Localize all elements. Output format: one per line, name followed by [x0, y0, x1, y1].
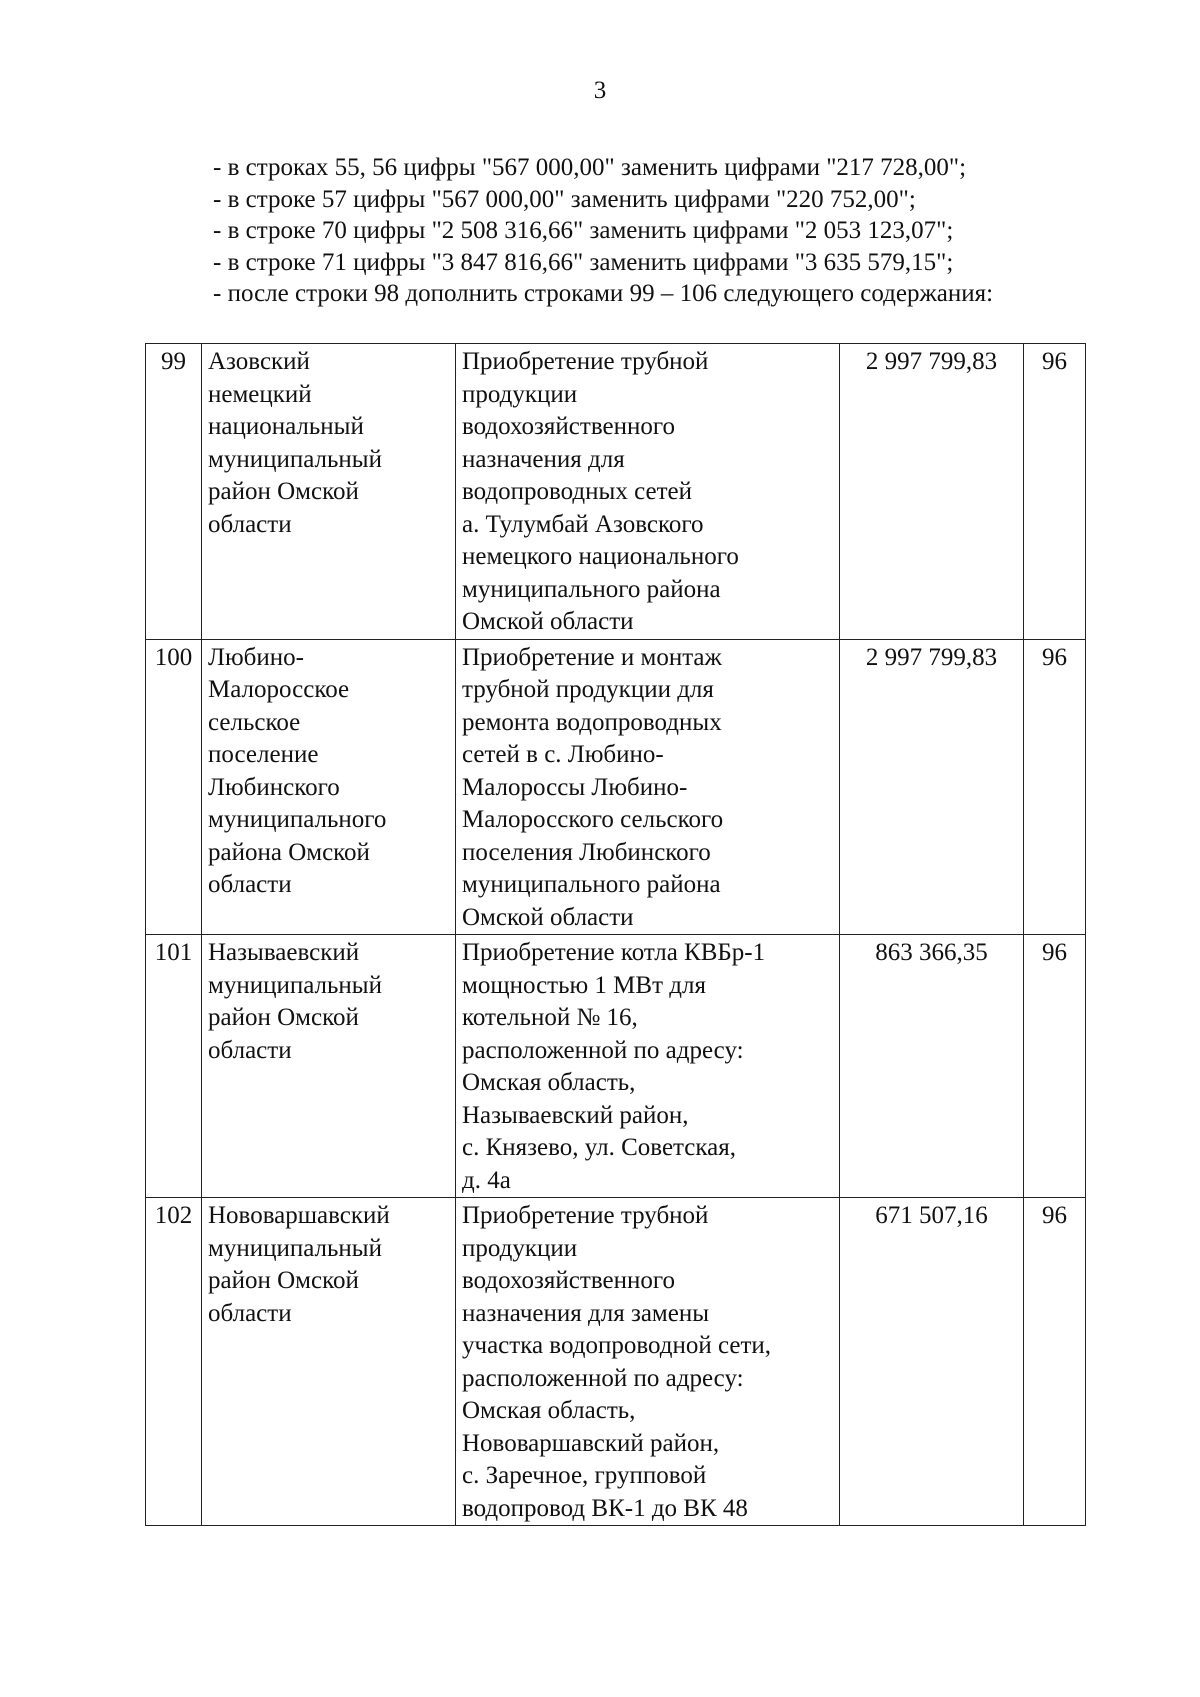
- code-cell: 96: [1024, 1198, 1086, 1526]
- amendment-line: - в строке 71 цифры "3 847 816,66" заменить цифрами "3 635 579,15";: [213, 248, 954, 276]
- description-cell: [456, 935, 840, 1198]
- description-line: ремонта водопроводных: [462, 708, 722, 736]
- municipality-line: сельское: [208, 708, 301, 736]
- municipality-line: район Омской: [208, 1267, 359, 1294]
- description-line: с. Заречное, групповой: [462, 1462, 707, 1489]
- description-line: назначения для: [462, 445, 625, 473]
- municipality-line: национальный: [208, 413, 364, 440]
- municipality-line: муниципальный: [208, 971, 382, 999]
- description-line: Приобретение и монтаж: [462, 643, 722, 671]
- description-line: Приобретение котла КВБр-1: [462, 939, 766, 966]
- municipality-line: района Омской: [208, 838, 370, 866]
- description-line: а. Тулумбай Азовского: [462, 510, 704, 538]
- description-line: участка водопроводной сети,: [462, 1332, 772, 1359]
- municipality-cell: [202, 935, 456, 1198]
- row-number-cell: 102: [146, 1198, 202, 1526]
- description-line: с. Князево, ул. Советская,: [462, 1134, 736, 1161]
- amount-cell: 671 507,16: [840, 1198, 1024, 1526]
- description-cell: [456, 1198, 840, 1526]
- description-line: поселения Любинского: [462, 838, 711, 866]
- amount-cell: 863 366,35: [840, 935, 1024, 1198]
- description-line: водохозяйственного: [462, 1267, 675, 1294]
- municipality-line: немецкий: [208, 380, 312, 408]
- amendment-line: - после строки 98 дополнить строками 99 – 106 следующего содержания:: [213, 280, 994, 307]
- municipality-line: Малоросское: [208, 676, 350, 703]
- description-line: продукции: [462, 1234, 578, 1262]
- description-line: Омской области: [462, 608, 634, 635]
- description-line: Нововаршавский район,: [462, 1429, 720, 1457]
- row-number-cell: 101: [146, 935, 202, 1198]
- description-line: трубной продукции для: [462, 676, 714, 703]
- table-row: [146, 344, 1086, 640]
- municipality-line: области: [208, 1036, 292, 1064]
- municipality-line: области: [208, 510, 292, 538]
- description-line: немецкого национального: [462, 543, 739, 570]
- page-number: 3: [593, 77, 607, 104]
- amendment-line: - в строках 55, 56 цифры "567 000,00" заменить цифрами "217 728,00";: [213, 154, 967, 181]
- description-line: котельной № 16,: [462, 1004, 638, 1031]
- municipality-cell: [202, 1198, 456, 1526]
- description-line: расположенной по адресу:: [462, 1364, 744, 1392]
- description-line: назначения для замены: [462, 1299, 710, 1327]
- municipality-line: области: [208, 1299, 292, 1327]
- description-line: водопровод ВК-1 до ВК 48: [462, 1494, 748, 1522]
- table-row: [146, 639, 1086, 935]
- municipality-line: поселение: [208, 741, 319, 768]
- description-line: Омской области: [462, 903, 634, 931]
- description-line: мощностью 1 МВт для: [462, 971, 706, 999]
- row-number-cell: 100: [146, 639, 202, 935]
- description-line: Малороссы Любино-: [462, 773, 688, 801]
- table-row: [146, 1198, 1086, 1526]
- municipality-cell: [202, 344, 456, 640]
- municipality-line: муниципального: [208, 806, 387, 833]
- municipality-line: области: [208, 871, 292, 898]
- description-line: Малоросского сельского: [462, 806, 724, 833]
- description-line: Приобретение трубной: [462, 1202, 709, 1229]
- description-line: муниципального района: [462, 575, 721, 603]
- description-line: Называевский район,: [462, 1101, 689, 1129]
- amendment-line: - в строке 70 цифры "2 508 316,66" заменить цифрами "2 053 123,07";: [213, 217, 954, 244]
- description-line: водопроводных сетей: [462, 478, 692, 505]
- description-line: Омская область,: [462, 1397, 636, 1424]
- description-cell: [456, 639, 840, 935]
- code-cell: 96: [1024, 639, 1086, 935]
- municipality-line: Нововаршавский: [208, 1202, 390, 1229]
- amount-cell: 2 997 799,83: [840, 344, 1024, 640]
- table-row: [146, 935, 1086, 1198]
- amendment-list: [213, 152, 1113, 310]
- municipality-line: район Омской: [208, 478, 359, 505]
- code-cell: 96: [1024, 344, 1086, 640]
- municipality-line: Называевский: [208, 939, 360, 966]
- municipality-line: муниципальный: [208, 445, 382, 473]
- description-line: д. 4а: [462, 1166, 511, 1194]
- description-line: Омская область,: [462, 1069, 636, 1096]
- description-line: водохозяйственного: [462, 413, 675, 440]
- subsidy-table: [145, 343, 1086, 1526]
- amendment-line: - в строке 57 цифры "567 000,00" заменить цифрами "220 752,00";: [213, 185, 916, 213]
- row-number-cell: 99: [146, 344, 202, 640]
- description-line: Приобретение трубной: [462, 348, 709, 375]
- code-cell: 96: [1024, 935, 1086, 1198]
- description-line: сетей в с. Любино-: [462, 741, 664, 768]
- description-line: муниципального района: [462, 871, 721, 898]
- municipality-cell: [202, 639, 456, 935]
- municipality-line: Азовский: [208, 348, 310, 375]
- municipality-line: Любинского: [208, 773, 340, 801]
- municipality-line: муниципальный: [208, 1234, 382, 1262]
- description-line: расположенной по адресу:: [462, 1036, 744, 1064]
- table-body: [146, 344, 1086, 1526]
- description-cell: [456, 344, 840, 640]
- amount-cell: 2 997 799,83: [840, 639, 1024, 935]
- municipality-line: Любино-: [208, 643, 304, 671]
- description-line: продукции: [462, 380, 578, 408]
- municipality-line: район Омской: [208, 1004, 359, 1031]
